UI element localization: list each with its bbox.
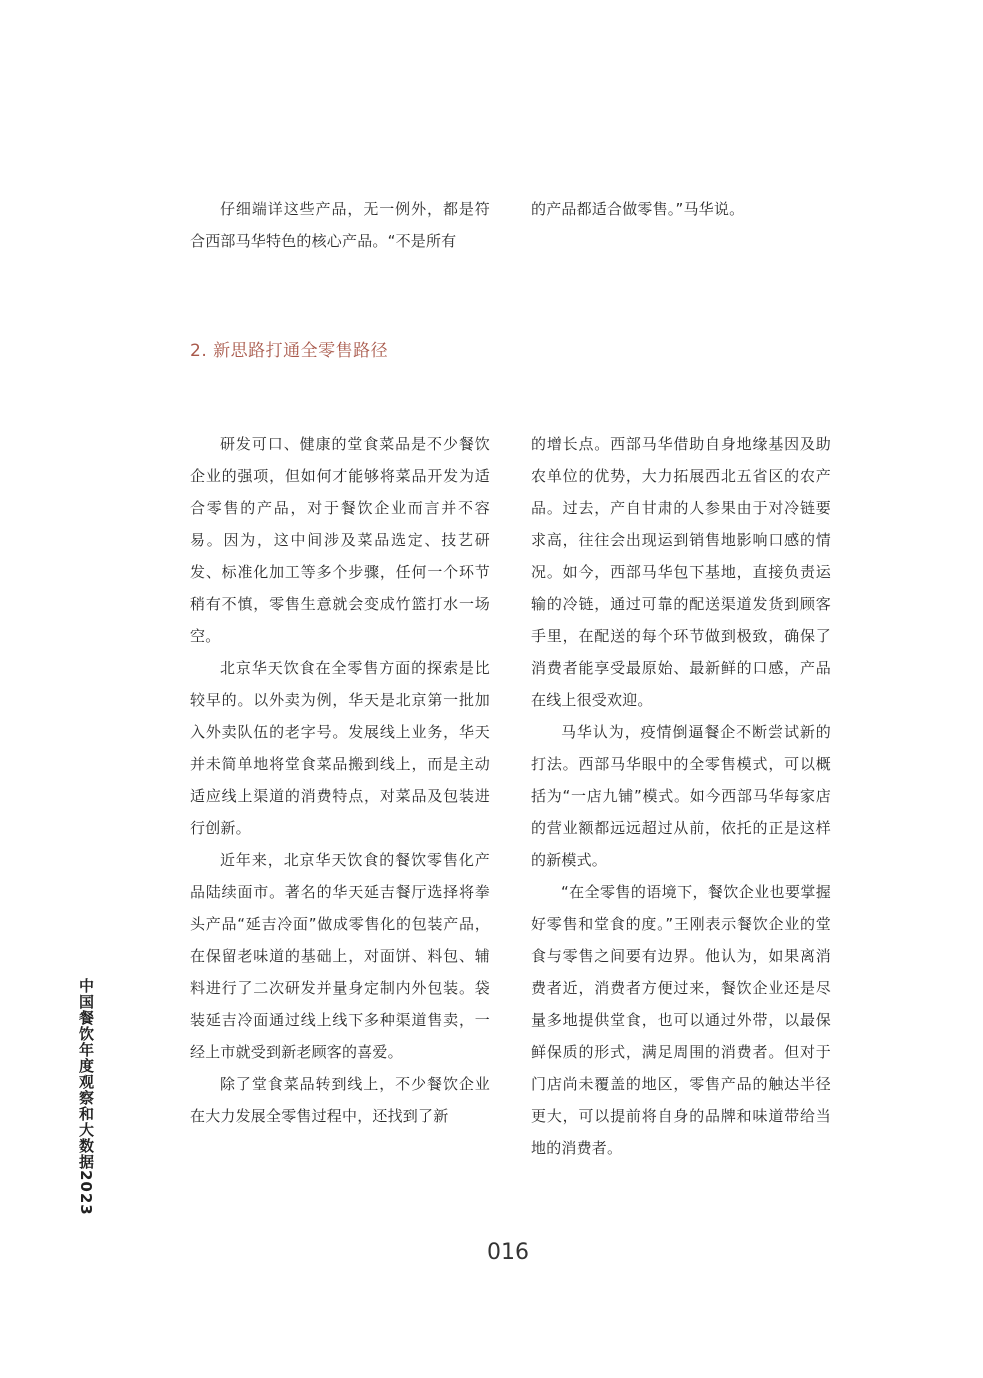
- book-title-vertical: [75, 978, 97, 1216]
- book-title-text: 中国餐饮年度观察和大数据: [77, 978, 95, 1170]
- page-number: 016: [487, 1240, 529, 1265]
- paragraph: 除了堂食菜品转到线上，不少餐饮企业在大力发展全零售过程中，还找到了新: [190, 1075, 490, 1125]
- paragraph: 研发可口、健康的堂食菜品是不少餐饮企业的强项，但如何才能够将菜品开发为适合零售的产品，对于餐饮企业而言并不容易。因为，这中间涉及菜品选定、技艺研发、标准化加工等多个步骤，任何一个环节稍有不慎，零售生意就会变成竹篮打水一场空。: [190, 435, 490, 645]
- section-heading: 2. 新思路打通全零售路径: [190, 341, 389, 361]
- top-left-column: [190, 193, 490, 257]
- paragraph: 马华认为，疫情倒逼餐企不断尝试新的打法。西部马华眼中的全零售模式，可以概括为“一店九铺”模式。如今西部马华每家店的营业额都远远超过从前，依托的正是这样的新模式。: [531, 723, 831, 869]
- paragraph: 北京华天饮食在全零售方面的探索是比较早的。以外卖为例，华天是北京第一批加入外卖队伍的老字号。发展线上业务，华天并未简单地将堂食菜品搬到线上，而是主动适应线上渠道的消费特点，对菜品及包装进行创新。: [190, 659, 490, 837]
- main-left-column: [190, 428, 490, 1132]
- top-right-column: [531, 193, 831, 225]
- main-right-column: [531, 428, 831, 1164]
- paragraph: 仔细端详这些产品，无一例外，都是符合西部马华特色的核心产品。“不是所有: [190, 200, 490, 250]
- paragraph: 的增长点。西部马华借助自身地缘基因及助农单位的优势，大力拓展西北五省区的农产品。过去，产自甘肃的人参果由于对冷链要求高，往往会出现运到销售地影响口感的情况。如今，西部马华包下基地，直接负责运输的冷链，通过可靠的配送渠道发货到顾客手里，在配送的每个环节做到极致，确保了消费者能享受最原始、最新鲜的口感，产品在线上很受欢迎。: [531, 435, 831, 709]
- book-year: 2023: [77, 1170, 95, 1216]
- paragraph: 近年来，北京华天饮食的餐饮零售化产品陆续面市。著名的华天延吉餐厅选择将拳头产品“延吉冷面”做成零售化的包装产品，在保留老味道的基础上，对面饼、料包、辅料进行了二次研发并量身定制内外包装。袋装延吉冷面通过线上线下多种渠道售卖，一经上市就受到新老顾客的喜爱。: [190, 851, 490, 1061]
- paragraph: 的产品都适合做零售。”马华说。: [531, 200, 745, 218]
- paragraph: “在全零售的语境下，餐饮企业也要掌握好零售和堂食的度。”王刚表示餐饮企业的堂食与零售之间要有边界。他认为，如果离消费者近，消费者方便过来，餐饮企业还是尽量多地提供堂食，也可以通过外带，以最保鲜保质的形式，满足周围的消费者。但对于门店尚未覆盖的地区，零售产品的触达半径更大，可以提前将自身的品牌和味道带给当地的消费者。: [531, 883, 831, 1157]
